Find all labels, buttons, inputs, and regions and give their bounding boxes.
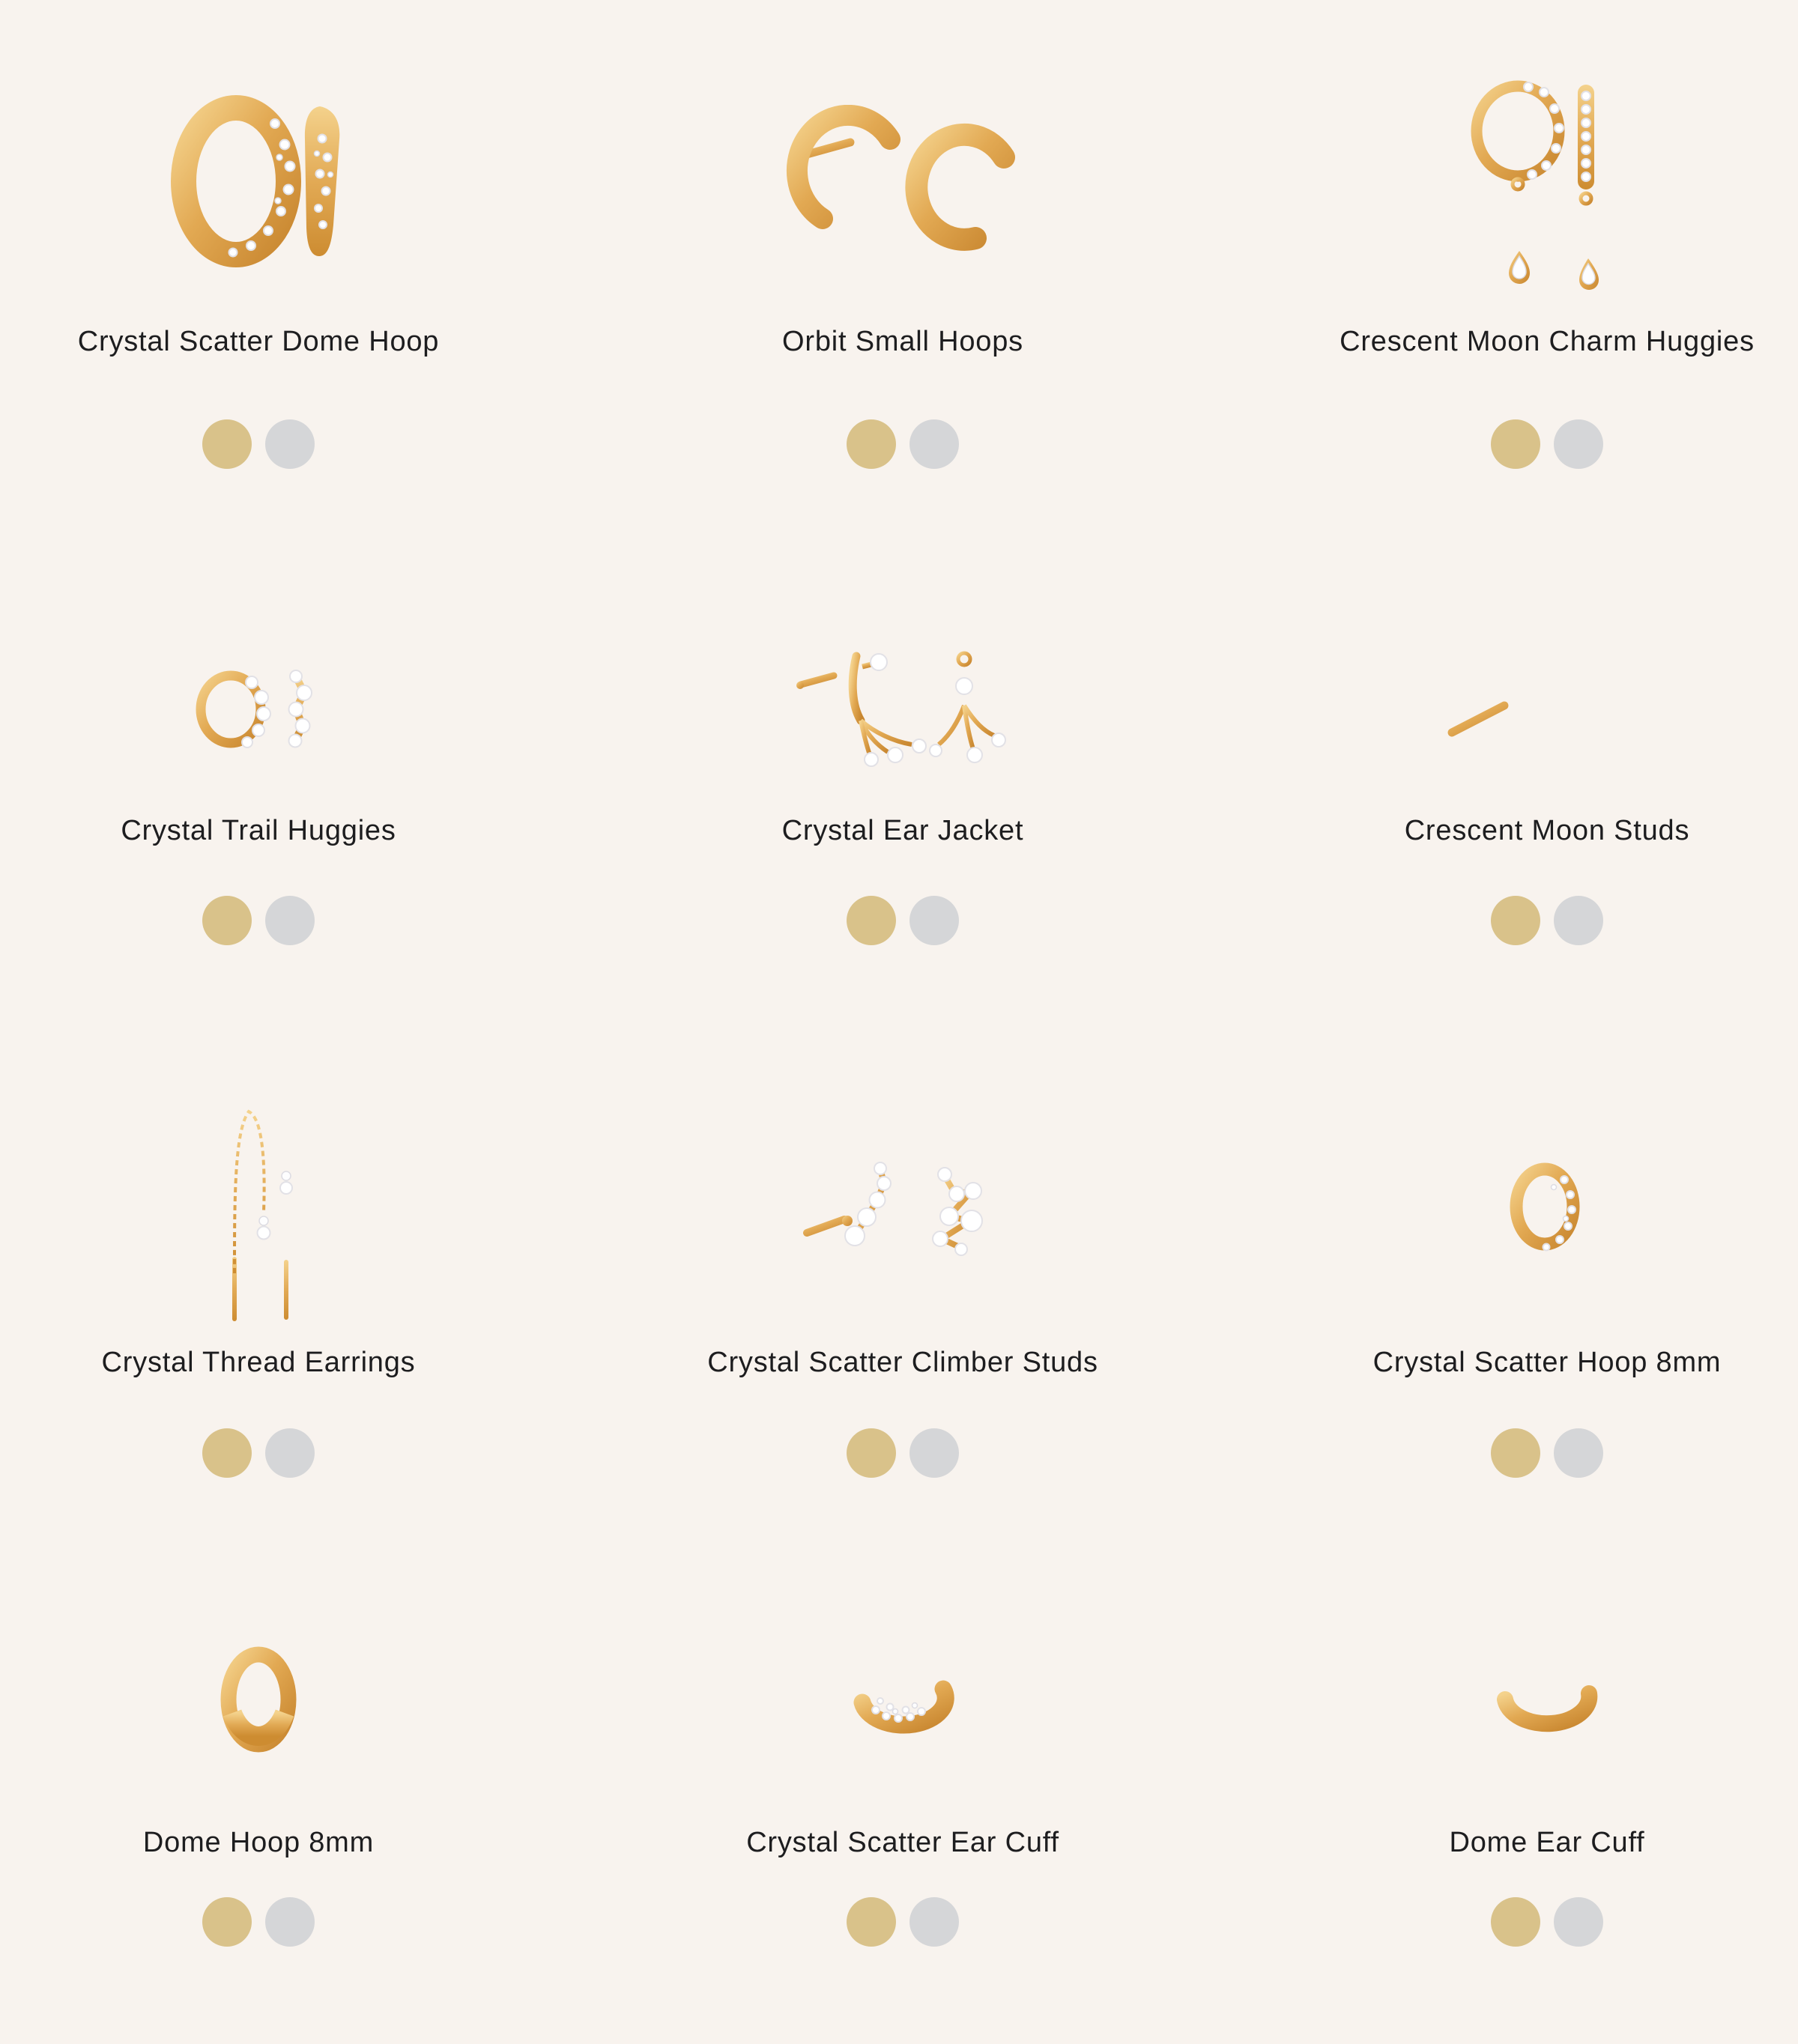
gold-swatch[interactable] <box>847 896 896 945</box>
product-image-link[interactable] <box>1225 1022 1798 1329</box>
silver-swatch[interactable] <box>1554 896 1603 945</box>
product-card <box>1225 1532 1798 2043</box>
product-title[interactable]: Crystal Scatter Dome Hoop <box>77 326 440 357</box>
product-image-link[interactable] <box>1225 511 1798 818</box>
product-title[interactable]: Orbit Small Hoops <box>782 326 1023 357</box>
dome-hoop-8mm-image <box>216 1638 302 1762</box>
silver-swatch[interactable] <box>265 1428 315 1478</box>
product-title[interactable]: Crystal Thread Earrings <box>101 1347 416 1378</box>
product-title[interactable]: Crescent Moon Charm Huggies <box>1340 326 1755 357</box>
swatch-group <box>847 419 959 469</box>
product-title[interactable]: Crystal Trail Huggies <box>121 815 396 846</box>
product-title[interactable]: Crystal Scatter Climber Studs <box>707 1347 1098 1378</box>
product-card <box>0 1022 581 1532</box>
gold-swatch[interactable] <box>1491 419 1540 469</box>
product-title[interactable]: Crescent Moon Studs <box>1404 815 1690 846</box>
swatch-group <box>202 1428 315 1478</box>
product-image-link[interactable] <box>581 511 1225 818</box>
crystal-scatter-dome-hoop-image <box>161 67 356 292</box>
crystal-scatter-hoop-8mm-image <box>1504 1156 1590 1257</box>
swatch-group <box>1491 896 1603 945</box>
product-card <box>581 1532 1225 2043</box>
silver-swatch[interactable] <box>909 419 959 469</box>
product-card <box>0 0 581 511</box>
product-card <box>1225 1022 1798 1532</box>
crystal-thread-earrings-image <box>210 1086 307 1326</box>
gold-swatch[interactable] <box>847 419 896 469</box>
silver-swatch[interactable] <box>265 419 315 469</box>
gold-swatch[interactable] <box>847 1897 896 1947</box>
crescent-moon-studs-image <box>1438 659 1656 756</box>
product-image-link[interactable] <box>0 0 581 307</box>
product-image-link[interactable] <box>581 1532 1225 1840</box>
product-card <box>0 511 581 1022</box>
swatch-group <box>847 896 959 945</box>
swatch-group <box>202 419 315 469</box>
dome-ear-cuff-image <box>1487 1664 1607 1735</box>
product-card <box>1225 511 1798 1022</box>
silver-swatch[interactable] <box>909 896 959 945</box>
product-image-link[interactable] <box>1225 1532 1798 1840</box>
product-card <box>581 1022 1225 1532</box>
product-image-link[interactable] <box>581 1022 1225 1329</box>
swatch-group <box>1491 1897 1603 1947</box>
product-title[interactable]: Crystal Ear Jacket <box>781 815 1024 846</box>
product-card <box>581 0 1225 511</box>
gold-swatch[interactable] <box>202 1897 252 1947</box>
product-title[interactable]: Dome Ear Cuff <box>1449 1827 1645 1858</box>
swatch-group <box>202 1897 315 1947</box>
swatch-group <box>1491 1428 1603 1478</box>
crystal-trail-huggies-image <box>186 652 332 763</box>
product-card <box>581 511 1225 1022</box>
gold-swatch[interactable] <box>1491 896 1540 945</box>
product-image-link[interactable] <box>0 1022 581 1329</box>
crystal-scatter-ear-cuff-image <box>843 1664 963 1735</box>
product-title[interactable]: Dome Hoop 8mm <box>142 1827 375 1858</box>
swatch-group <box>202 896 315 945</box>
product-title[interactable]: Crystal Scatter Ear Cuff <box>746 1827 1059 1858</box>
swatch-group <box>847 1897 959 1947</box>
gold-swatch[interactable] <box>202 1428 252 1478</box>
silver-swatch[interactable] <box>909 1897 959 1947</box>
silver-swatch[interactable] <box>1554 1428 1603 1478</box>
crystal-scatter-climber-studs-image <box>798 1144 1008 1268</box>
product-image-link[interactable] <box>581 0 1225 307</box>
swatch-group <box>1491 419 1603 469</box>
product-image-link[interactable] <box>1225 0 1798 307</box>
silver-swatch[interactable] <box>1554 1897 1603 1947</box>
crystal-ear-jacket-image <box>790 637 1015 779</box>
gold-swatch[interactable] <box>202 419 252 469</box>
swatch-group <box>847 1428 959 1478</box>
gold-swatch[interactable] <box>202 896 252 945</box>
silver-swatch[interactable] <box>1554 419 1603 469</box>
gold-swatch[interactable] <box>1491 1428 1540 1478</box>
gold-swatch[interactable] <box>1491 1897 1540 1947</box>
orbit-small-hoops-image <box>779 105 1026 255</box>
product-image-link[interactable] <box>0 511 581 818</box>
product-title[interactable]: Crystal Scatter Hoop 8mm <box>1372 1347 1722 1378</box>
product-card <box>1225 0 1798 511</box>
product-image-link[interactable] <box>0 1532 581 1840</box>
product-card <box>0 1532 581 2043</box>
silver-swatch[interactable] <box>265 1897 315 1947</box>
silver-swatch[interactable] <box>909 1428 959 1478</box>
crescent-moon-charm-huggies-image <box>1459 62 1635 298</box>
silver-swatch[interactable] <box>265 896 315 945</box>
gold-swatch[interactable] <box>847 1428 896 1478</box>
